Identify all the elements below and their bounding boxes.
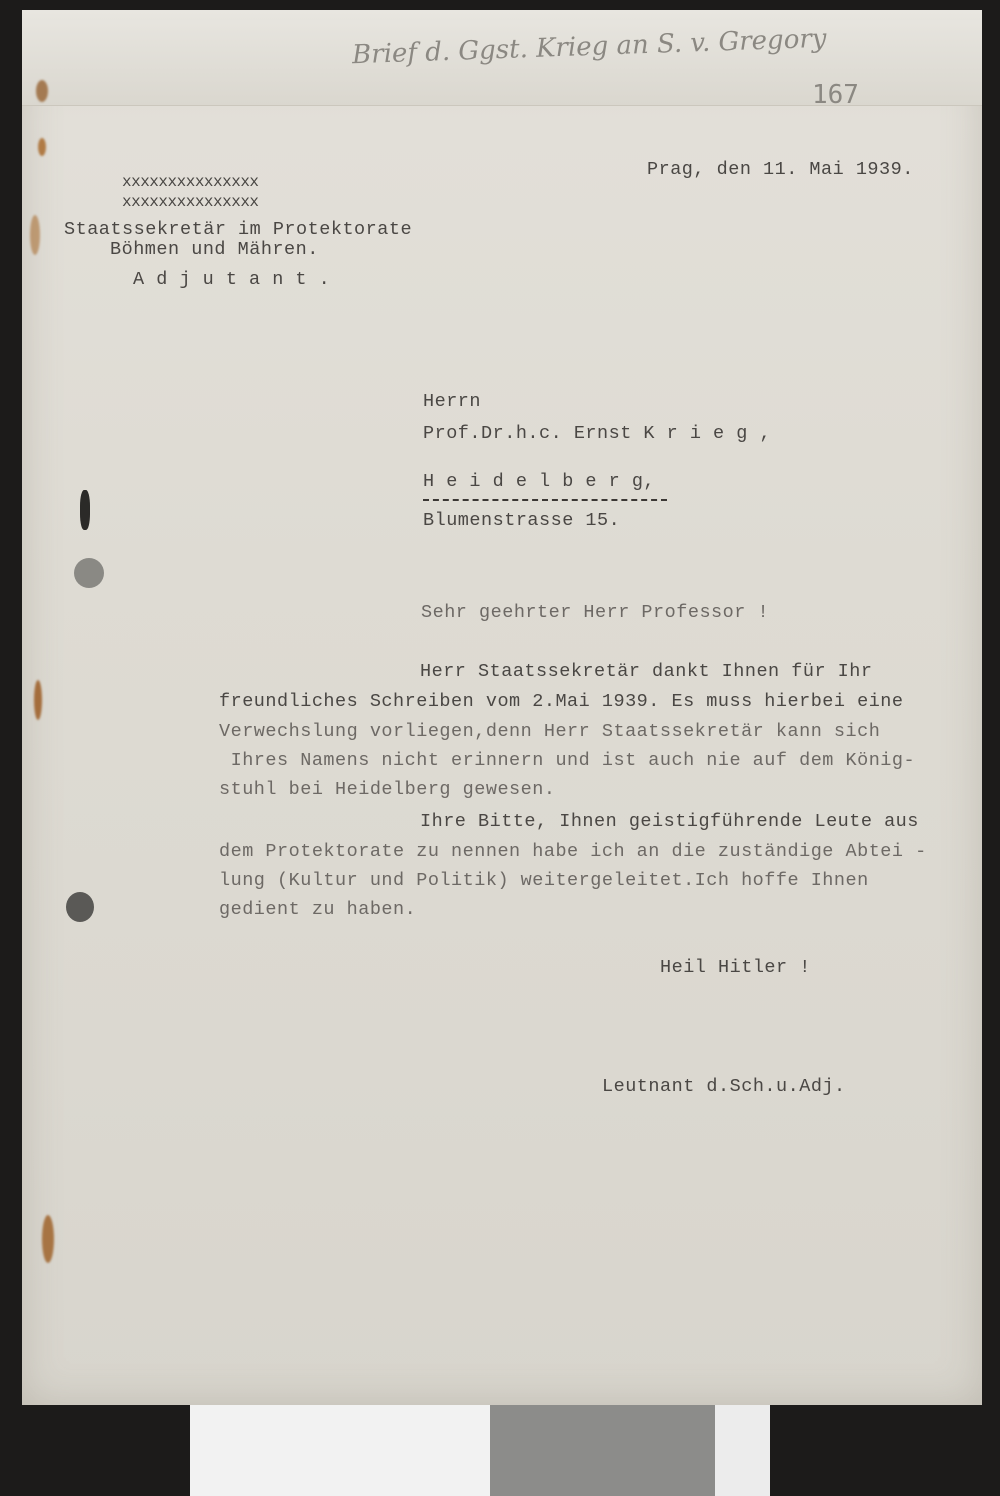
grey-card	[490, 1405, 715, 1496]
body-line: freundliches Schreiben vom 2.Mai 1939. Es muss hierbei eine	[219, 691, 904, 712]
letter-date: Prag, den 11. Mai 1939.	[647, 159, 914, 180]
recipient-name: Prof.Dr.h.c. Ernst K r i e g ,	[423, 423, 772, 444]
page-number: 167	[812, 80, 859, 110]
rust-stain	[30, 215, 40, 255]
letterhead-role: A d j u t a n t .	[133, 269, 331, 290]
letterhead-redaction: xxxxxxxxxxxxxxx	[122, 173, 259, 191]
letterhead-region: Böhmen und Mähren.	[110, 239, 319, 260]
body-line: Verwechslung vorliegen,denn Herr Staatssekretär kann sich	[219, 721, 881, 742]
body-line: lung (Kultur und Politik) weitergeleitet.Ich hoffe Ihnen	[219, 870, 869, 891]
punch-hole	[74, 558, 104, 588]
recipient-city: H e i d e l b e r g,	[423, 471, 656, 492]
closing: Heil Hitler !	[660, 957, 811, 978]
city-underline	[423, 499, 667, 501]
letter-paper	[22, 10, 982, 1405]
recipient-street: Blumenstrasse 15.	[423, 510, 621, 531]
greeting: Sehr geehrter Herr Professor !	[421, 602, 770, 623]
body-line: dem Protektorate zu nennen habe ich an die zuständige Abtei -	[219, 841, 927, 862]
letterhead-redaction: xxxxxxxxxxxxxxx	[122, 193, 259, 211]
punch-hole	[66, 892, 94, 922]
rust-stain	[36, 80, 48, 102]
signature-title: Leutnant d.Sch.u.Adj.	[602, 1076, 846, 1097]
letterhead-office: Staatssekretär im Protektorate	[64, 219, 413, 240]
body-line: stuhl bei Heidelberg gewesen.	[219, 779, 556, 800]
recipient-salutation: Herrn	[423, 391, 482, 412]
white-card	[715, 1405, 770, 1496]
body-line: Ihres Namens nicht erinnern und ist auch nie auf dem König-	[219, 750, 916, 771]
body-line: gedient zu haben.	[219, 899, 417, 920]
rust-stain	[42, 1215, 54, 1263]
rust-stain	[38, 138, 46, 156]
punch-hole	[80, 490, 90, 530]
handwritten-note: Brief d. Ggst. Krieg an S. v. Gregory	[351, 23, 827, 71]
rust-stain	[34, 680, 42, 720]
body-line: Herr Staatssekretär dankt Ihnen für Ihr	[420, 661, 873, 682]
body-line: Ihre Bitte, Ihnen geistigführende Leute aus	[420, 811, 919, 832]
white-card	[190, 1405, 490, 1496]
